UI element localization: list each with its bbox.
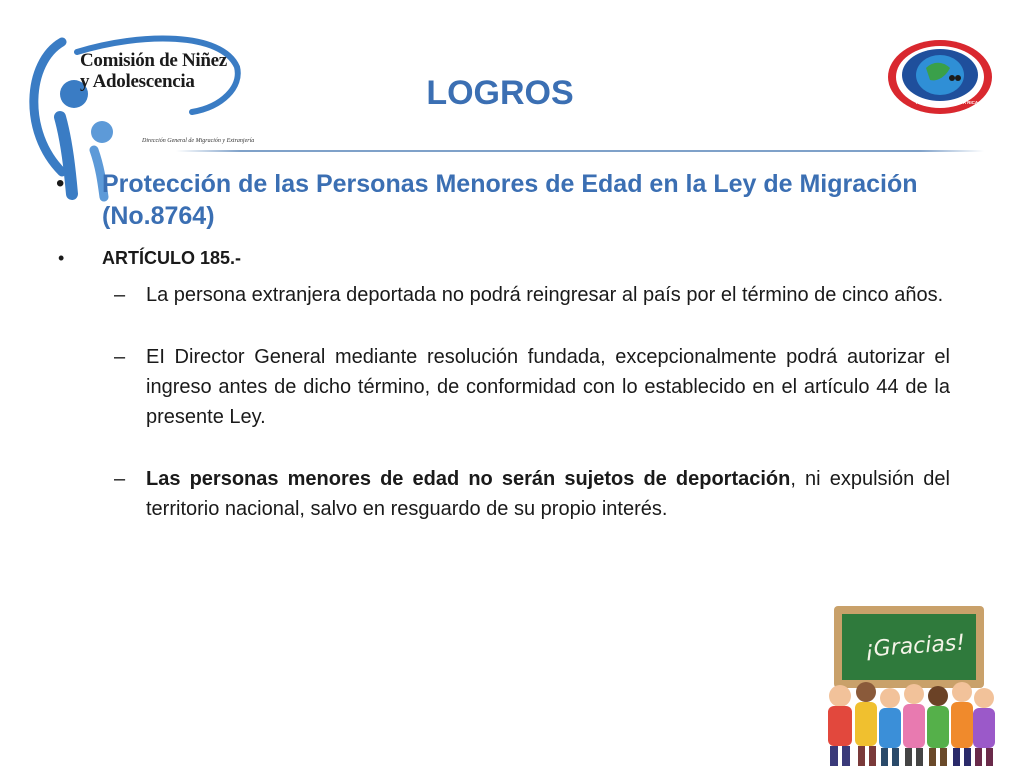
article-item-text: La persona extranjera deportada no podrá reingresar al país por el término de cinco años. xyxy=(146,284,944,306)
org-subtitle: Dirección General de Migración y Extranjería xyxy=(142,138,255,144)
article-item xyxy=(56,464,950,524)
article-heading: ARTÍCULO 185.- xyxy=(102,248,242,268)
bullet-article xyxy=(56,246,956,270)
article-item-text xyxy=(146,464,950,524)
continuation-text: , ni expulsión del territorio nacional, salvo en resguardo de su propio interés. xyxy=(146,468,950,520)
header-divider xyxy=(176,150,984,152)
chalkboard-text: ¡Gracias! xyxy=(864,630,966,663)
page-title: LOGROS xyxy=(426,74,574,112)
article-item xyxy=(56,280,950,310)
org-name-line2: y Adolescencia xyxy=(80,71,195,92)
article-item-text: EI Director General mediante resolución fundada, excepcionalmente podrá autorizar el ingreso antes de dicho término, de conformidad con lo establecido en el artículo 44 de la presente Ley. xyxy=(146,346,950,428)
bullet-law-title xyxy=(56,168,956,232)
bullet-dot: • xyxy=(58,248,65,268)
bullet-dot: • xyxy=(56,170,65,197)
seal-text: REPÚBLICA DE COSTA RICA xyxy=(915,100,979,105)
dash-marker: – xyxy=(114,284,126,306)
article-item xyxy=(56,342,950,432)
dash-marker: – xyxy=(114,346,126,368)
org-name-line1: Comisión de Niñez xyxy=(80,50,227,71)
slide-content xyxy=(56,168,956,524)
dash-marker: – xyxy=(114,468,126,490)
emphasis-text: Las personas menores de edad no serán sujetos de deportación xyxy=(146,468,791,490)
law-title-text: Protección de las Personas Menores de Edad en la Ley de Migración (No.8764) xyxy=(102,170,918,230)
org-name xyxy=(80,50,240,92)
